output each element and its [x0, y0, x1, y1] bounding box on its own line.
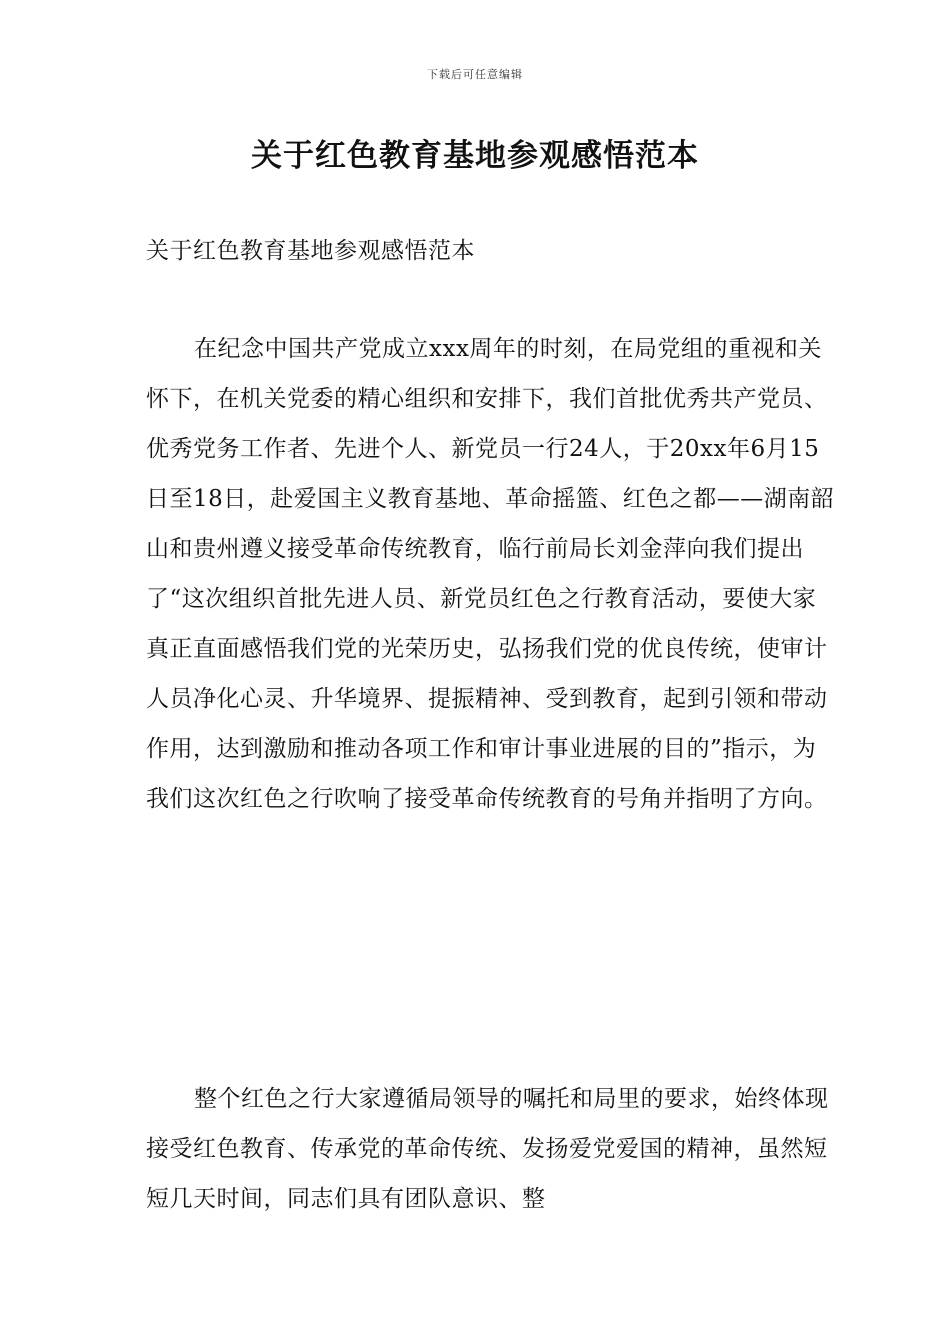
document-title: 关于红色教育基地参观感悟范本: [251, 138, 699, 174]
body-paragraph-1: 在纪念中国共产党成立xxx周年的时刻，在局党组的重视和关怀下，在机关党委的精心组织和安排下，我们首批优秀共产党员、优秀党务工作者、先进个人、新党员一行24人，于20xx年6月15日至18日，赴爱国主义教育基地、革命摇篮、红色之都——湖南韶山和贵州遵义接受革命传统教育，临行前局长刘金萍向我们提出了“这次组织首批先进人员、新党员红色之行教育活动，要使大家真正直面感悟我们党的光荣历史，弘扬我们党的优良传统，使审计人员净化心灵、升华境界、提振精神、受到教育，起到引领和带动作用，达到激励和推动各项工作和审计事业进展的目的”指示，为我们这次红色之行吹响了接受革命传统教育的号角并指明了方向。: [146, 336, 835, 812]
header-note: 下载后可任意编辑: [427, 68, 523, 81]
body-paragraph-2: 整个红色之行大家遵循局领导的嘱托和局里的要求，始终体现接受红色教育、传承党的革命传统、发扬爱党爱国的精神，虽然短短几天时间，同志们具有团队意识、整: [146, 1086, 829, 1212]
document-subtitle: 关于红色教育基地参观感悟范本: [146, 238, 475, 264]
